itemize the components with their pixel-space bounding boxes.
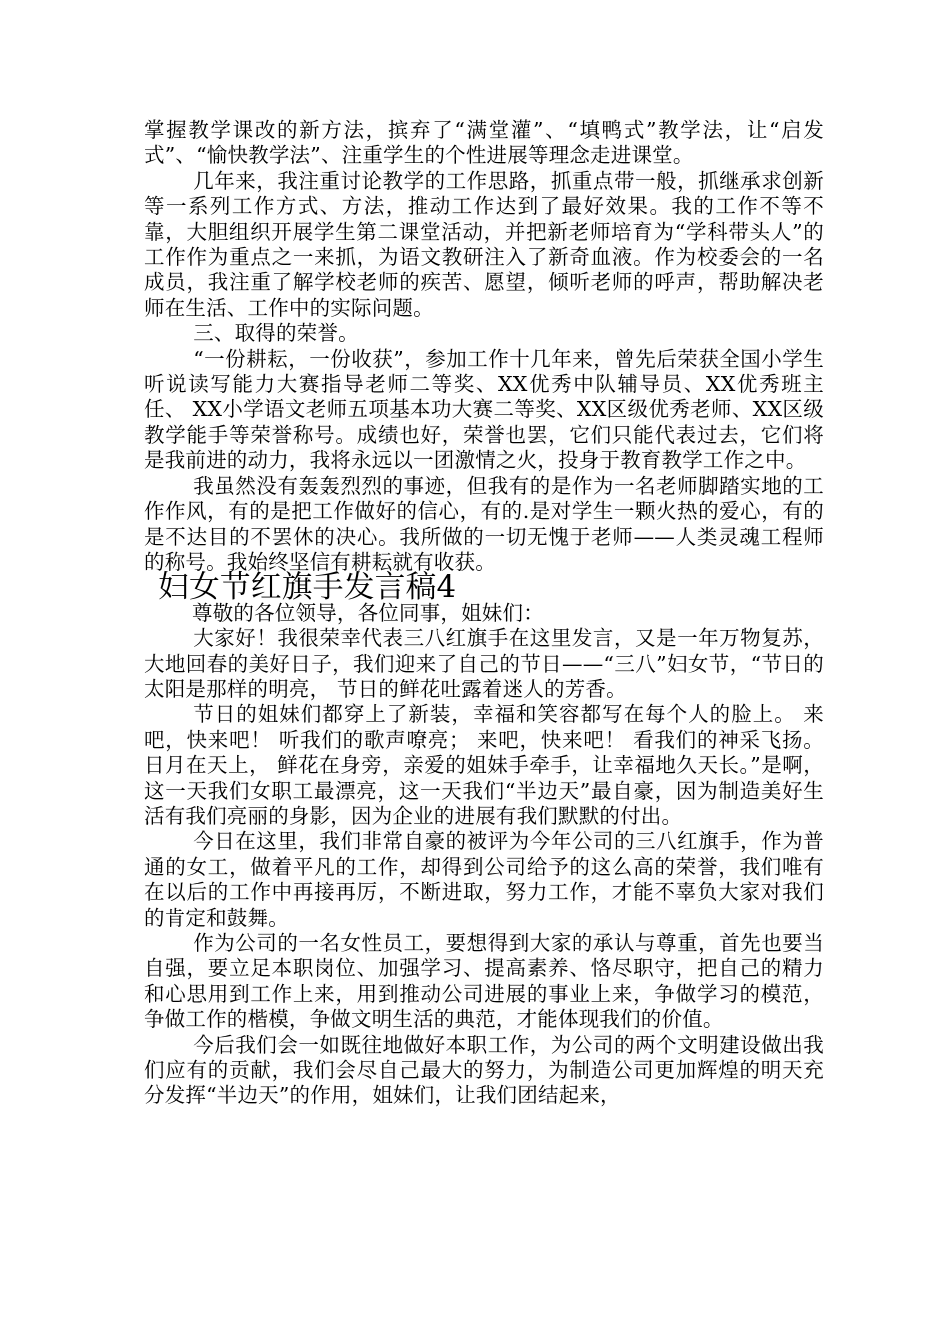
speech-paragraph-award: 今日在这里，我们非常自豪的被评为今年公司的三八红旗手，作为普通的女工，做着平凡的工作，却得到公司给予的这么高的荣誉，我们唯有在以后的工作中再接再厉，不断进取，努力工作，才能不辜负大家对我们的肯定和鼓舞。 [144, 829, 824, 930]
speech-paragraph-opening: 大家好！我很荣幸代表三八红旗手在这里发言，又是一年万物复苏，大地回春的美好日子，我们迎来了自己的节日——“三八”妇女节，“节日的太阳是那样的明亮， 节日的鲜花吐露着迷人的芳香。 [144, 626, 824, 701]
subheading-honors: 三、取得的荣誉。 [193, 321, 359, 346]
document-page [144, 118, 824, 1109]
speech-paragraph-future: 今后我们会一如既往地做好本职工作，为公司的两个文明建设做出我们应有的贡献，我们会尽自己最大的努力，为制造公司更加辉煌的明天充分发挥“半边天”的作用，姐妹们，让我们团结起来， [144, 1032, 824, 1108]
speech-greeting: 尊敬的各位领导，各位同事，姐妹们： [192, 600, 544, 625]
paragraph-teaching-methods: 掌握教学课改的新方法，摈弃了“满堂灌”、“填鸭式”教学法，让“启发式”、“愉快教学法”、注重学生的个性进展等理念走进课堂。 [144, 118, 824, 168]
speech-paragraph-respect: 作为公司的一名女性员工，要想得到大家的承认与尊重，首先也要当自强，要立足本职岗位、加强学习、提高素养、恪尽职守，把自己的精力和心思用到工作上来，用到推动公司进展的事业上来，争做学习的模范，争做工作的楷模，争做文明生活的典范，才能体现我们的价值。 [144, 931, 824, 1032]
speech-paragraph-festival: 节日的姐妹们都穿上了新装，幸福和笑容都写在每个人的脸上。 来吧，快来吧！ 听我们的歌声嘹亮； 来吧，快来吧！ 看我们的神采飞扬。 日月在天上， 鲜花在身旁，亲爱的姐妹手牵手，让幸福地久天长。”是啊，这一天我们女职工最漂亮，这一天我们“半边天”最自豪，因为制造美好生活有我们亮丽的身影，因为企业的进展有我们默默的付出。 [144, 702, 824, 828]
paragraph-work-approach: 几年来，我注重讨论教学的工作思路，抓重点带一般，抓继承求创新等一系列工作方式、方法，推动工作达到了最好效果。我的工作不等不靠，大胆组织开展学生第二课堂活动，并把新老师培育为“学科带头人”的工作作为重点之一来抓，为语文教研注入了新奇血液。作为校委会的一名成员，我注重了解学校老师的疾苦、愿望，倾听老师的呼声，帮助解决老师在生活、工作中的实际问题。 [144, 168, 824, 320]
section-title: 妇女节红旗手发言稿4 [158, 569, 457, 606]
paragraph-conclusion: 我虽然没有轰轰烈烈的事迹，但我有的是作为一名老师脚踏实地的工作作风，有的是把工作做好的信心，有的.是对学生一颗火热的爱心，有的是不达目的不罢休的决心。我所做的一切无愧于老师——人类灵魂工程师的称号。我始终坚信有耕耘就有收获。 [144, 473, 824, 574]
paragraph-honors: “一份耕耘，一份收获”，参加工作十几年来，曾先后荣获全国小学生听说读写能力大赛指导老师二等奖、XX优秀中队辅导员、XX优秀班主任、 XX小学语文老师五项基本功大赛二等奖、XX区级优秀老师、XX区级教学能手等荣誉称号。成绩也好，荣誉也罢，它们只能代表过去，它们将是我前进的动力，我将永远以一团激情之火，投身于教育教学工作之中。 [144, 346, 824, 473]
